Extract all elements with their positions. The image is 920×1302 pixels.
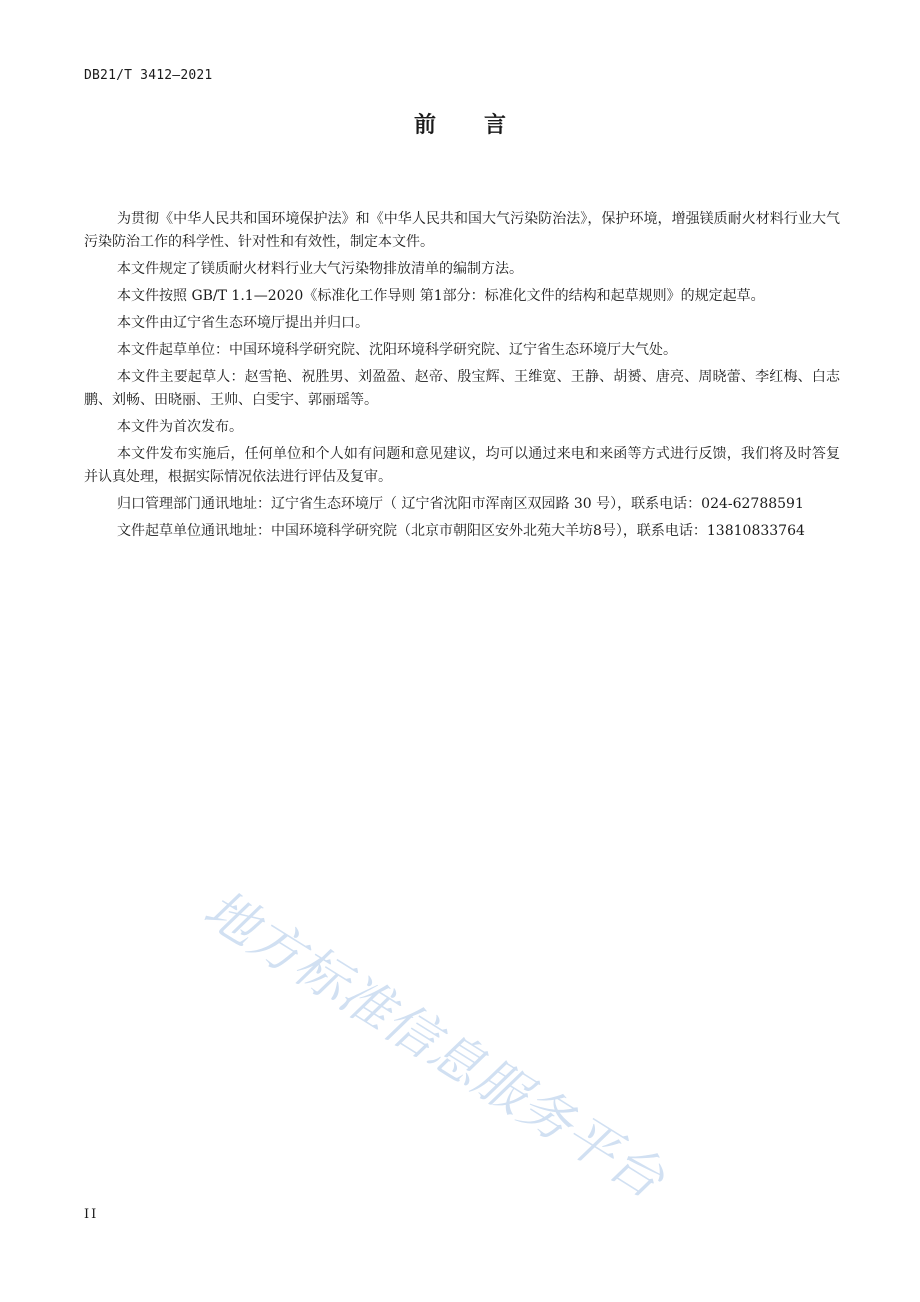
paragraph-feedback: 本文件发布实施后，任何单位和个人如有问题和意见建议，均可以通过来电和来函等方式进行反馈，我们将及时答复并认真处理，根据实际情况依法进行评估及复审。 — [84, 446, 840, 485]
page-number: II — [84, 1207, 99, 1222]
paragraph-first-release: 本文件为首次发布。 — [117, 419, 243, 435]
paragraph-drafting-rules: 本文件按照 GB/T 1.1—2020《标准化工作导则 第1部分：标准化文件的结构和起草规则》的规定起草。 — [117, 288, 765, 304]
watermark: 地方标准信息服务平台 — [193, 879, 675, 1211]
paragraph-authority-address: 归口管理部门通讯地址：辽宁省生态环境厅（ 辽宁省沈阳市浑南区双园路 30 号），联系电话：024-62788591 — [117, 496, 804, 512]
paragraph-drafter-address: 文件起草单位通讯地址：中国环境科学研究院（北京市朝阳区安外北苑大羊坊8号），联系电话：13810833764 — [117, 523, 805, 539]
document-code: DB21/T 3412—2021 — [84, 68, 213, 83]
foreword-body — [84, 208, 840, 547]
paragraph-proposer: 本文件由辽宁省生态环境厅提出并归口。 — [117, 315, 369, 331]
page-title: 前言 — [413, 113, 554, 138]
paragraph-drafters: 本文件主要起草人：赵雪艳、祝胜男、刘盈盈、赵帝、殷宝辉、王维宽、王静、胡赟、唐亮、周晓蕾、李红梅、白志鹏、刘畅、田晓丽、王帅、白雯宇、郭丽瑶等。 — [84, 369, 840, 408]
paragraph-drafting-units: 本文件起草单位：中国环境科学研究院、沈阳环境科学研究院、辽宁省生态环境厅大气处。 — [117, 342, 677, 358]
paragraph-purpose: 为贯彻《中华人民共和国环境保护法》和《中华人民共和国大气污染防治法》，保护环境，增强镁质耐火材料行业大气污染防治工作的科学性、针对性和有效性，制定本文件。 — [84, 211, 840, 250]
paragraph-scope: 本文件规定了镁质耐火材料行业大气污染物排放清单的编制方法。 — [117, 261, 523, 277]
